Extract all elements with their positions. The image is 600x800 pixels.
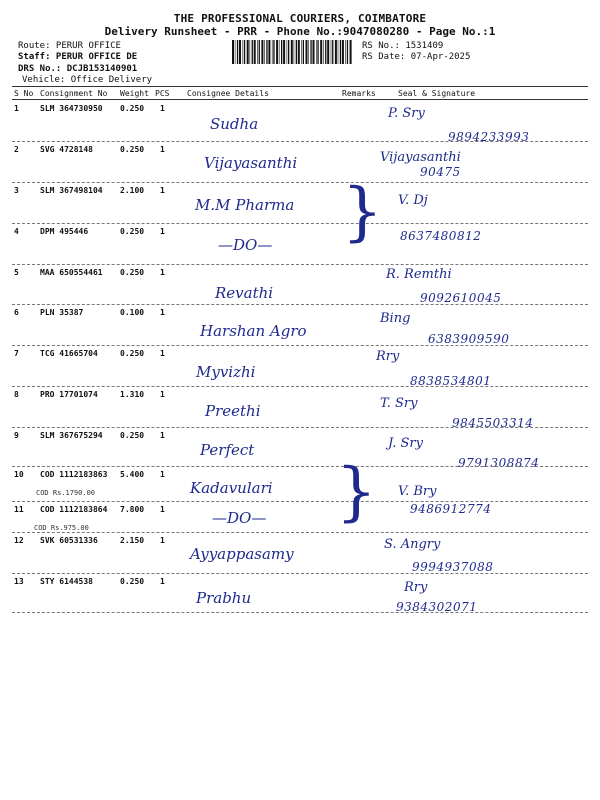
row-consignee-name: Revathi [215,284,274,302]
col-header-sno: S No [14,89,34,98]
vehicle-label: Vehicle: Office Delivery [22,75,153,85]
row-consignment-no: MAA 650554461 [40,268,103,277]
row-phone: 6383909590 [428,332,510,346]
row-sno: 13 [14,577,24,586]
row-consignment-no: SVG 4728148 [40,145,93,154]
row-sno: 11 [14,505,24,514]
row-sno: 1 [14,104,19,113]
row-weight: 0.100 [120,308,145,317]
row-sno: 5 [14,268,19,277]
row-separator [12,466,588,467]
row-consignee-name: Vijayasanthi [204,154,298,172]
col-header-seal: Seal & Signature [398,89,476,98]
row-weight: 0.250 [120,227,145,236]
row-pcs: 1 [160,186,165,195]
row-phone: 9092610045 [420,291,502,305]
row-separator [12,345,588,346]
row-consignment-no: SLM 367498104 [40,186,103,195]
row-sno: 6 [14,308,19,317]
row-consignee-name: Preethi [205,402,261,420]
grouping-brace: } [342,175,383,249]
row-phone: 90475 [420,165,461,179]
row-weight: 0.250 [120,349,145,358]
row-consignee-name: Myvizhi [196,363,256,381]
row-phone: 9845503314 [452,416,534,430]
row-signature: T. Sry [380,396,418,411]
row-pcs: 1 [160,308,165,317]
row-separator [12,386,588,387]
row-consignment-no: STY 6144538 [40,577,93,586]
row-weight: 7.800 [120,505,145,514]
row-phone: 9894233993 [448,130,530,144]
row-consignment-no: SVK 60531336 [40,536,98,545]
row-sno: 7 [14,349,19,358]
row-weight: 0.250 [120,577,145,586]
row-pcs: 1 [160,104,165,113]
row-weight: 0.250 [120,104,145,113]
row-pcs: 1 [160,536,165,545]
row-phone: 8838534801 [410,374,492,388]
row-signature: V. Dj [398,193,428,208]
row-pcs: 1 [160,577,165,586]
col-header-weight: Weight [120,89,149,98]
row-pcs: 1 [160,227,165,236]
drs-number: DRS No.: DCJB153140901 [18,64,138,74]
row-separator [12,264,588,265]
row-pcs: 1 [160,145,165,154]
row-signature: S. Angry [384,537,441,552]
row-consignment-no: PLN 35387 [40,308,84,317]
rs-date: RS Date: 07-Apr-2025 [362,52,471,62]
row-separator [12,532,588,533]
row-consignee-name: —DO— [212,509,267,527]
row-consignment-no: PRO 17701074 [40,390,98,399]
row-pcs: 1 [160,390,165,399]
row-sno: 3 [14,186,19,195]
row-weight: 0.250 [120,145,145,154]
row-consignment-no: SLM 364730950 [40,104,103,113]
row-signature: Rry [404,580,428,595]
row-consignee-name: Sudha [210,115,259,133]
row-weight: 5.400 [120,470,145,479]
row-consignee-name: M.M Pharma [195,196,295,214]
row-signature: P. Sry [388,106,425,121]
row-consignment-no: COD 1112183863 [40,470,108,479]
row-signature: V. Bry [398,484,437,499]
row-consignee-name: Harshan Agro [200,322,307,340]
row-separator [12,612,588,613]
col-header-consignee: Consignee Details [187,89,269,98]
row-separator [12,223,588,224]
row-phone: 9994937088 [412,560,494,574]
row-separator [12,427,588,428]
row-pcs: 1 [160,268,165,277]
rs-number: RS No.: 1531409 [362,41,444,51]
row-sno: 10 [14,470,24,479]
row-weight: 0.250 [120,431,145,440]
row-consignee-name: —DO— [218,236,273,254]
row-consignment-no: COD 1112183864 [40,505,108,514]
row-consignee-name: Ayyappasamy [190,545,294,563]
col-header-remarks: Remarks [342,89,376,98]
row-weight: 2.150 [120,536,145,545]
row-pcs: 1 [160,470,165,479]
row-signature: Vijayasanthi [380,150,461,165]
row-separator [12,182,588,183]
row-cod-amount: COD Rs.1790.00 [36,489,96,497]
row-sno: 12 [14,536,24,545]
staff-label: Staff: PERUR OFFICE DE [18,52,138,62]
col-header-pcs: PCS [155,89,170,98]
row-signature: Bing [380,311,411,326]
row-pcs: 1 [160,505,165,514]
row-signature: J. Sry [388,436,423,451]
row-separator [12,573,588,574]
row-phone: 9486912774 [410,502,492,516]
route-label: Route: PERUR OFFICE [18,41,121,51]
header-bottom-rule [12,99,588,100]
grouping-brace: } [336,455,377,529]
row-phone: 8637480812 [400,229,482,243]
runsheet-subtitle: Delivery Runsheet - PRR - Phone No.:9047080280 - Page No.:1 [104,25,496,38]
barcode [232,40,352,64]
header-top-rule [12,86,588,87]
row-weight: 0.250 [120,268,145,277]
row-consignee-name: Kadavulari [190,479,273,497]
row-phone: 9791308874 [458,456,540,470]
row-weight: 2.100 [120,186,145,195]
row-pcs: 1 [160,431,165,440]
col-header-consignment: Consignment No [40,89,108,98]
row-separator [12,141,588,142]
row-pcs: 1 [160,349,165,358]
row-sno: 2 [14,145,19,154]
row-consignee-name: Perfect [200,441,255,459]
row-separator [12,501,588,502]
document-title: THE PROFESSIONAL COURIERS, COIMBATORE [173,12,427,25]
row-sno: 4 [14,227,19,236]
row-sno: 9 [14,431,19,440]
row-consignment-no: TCG 41665704 [40,349,98,358]
row-separator [12,304,588,305]
row-consignee-name: Prabhu [196,589,252,607]
row-signature: Rry [376,349,400,364]
row-cod-amount: COD Rs.975.00 [34,524,89,532]
row-phone: 9384302071 [396,600,478,614]
row-consignment-no: DPM 495446 [40,227,89,236]
row-sno: 8 [14,390,19,399]
row-weight: 1.310 [120,390,145,399]
row-consignment-no: SLM 367675294 [40,431,103,440]
row-signature: R. Remthi [386,267,452,282]
